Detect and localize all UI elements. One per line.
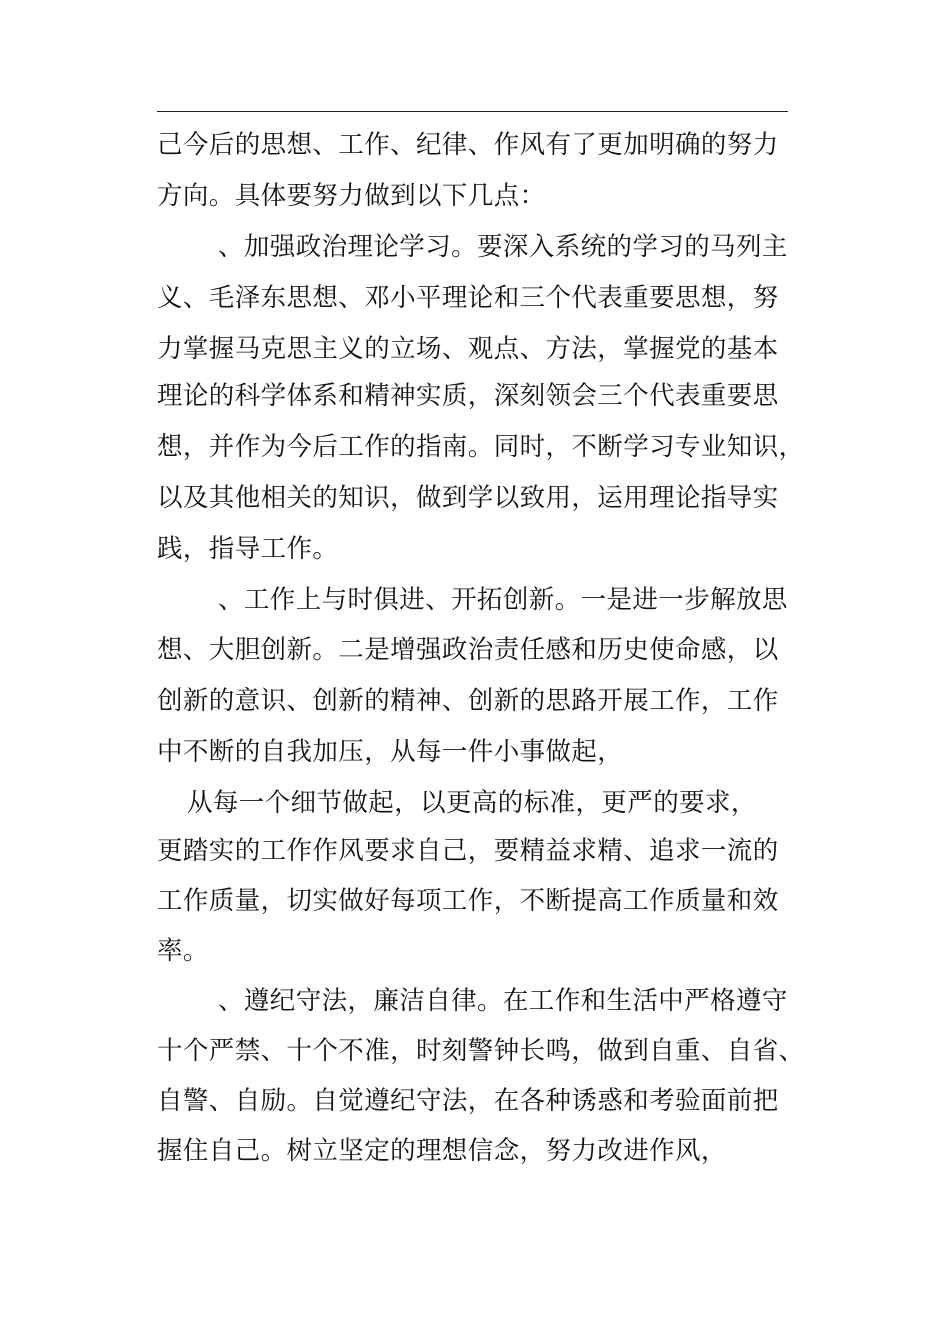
text-line-6: 理论的科学体系和精神实质，深刻领会三个代表重要思 (157, 381, 779, 411)
text-line-4: 义、毛泽东思想、邓小平理论和三个代表重要思想，努 (157, 283, 779, 313)
text-line-8: 以及其他相关的知识，做到学以致用，运用理论指导实 (157, 483, 779, 513)
text-line-2: 方向。具体要努力做到以下几点： (157, 181, 546, 211)
text-line-10: 、工作上与时俱进、开拓创新。一是进一步解放思 (218, 585, 788, 615)
text-line-7: 想，并作为今后工作的指南。同时，不断学习专业知识， (157, 432, 805, 462)
text-line-15: 更踏实的工作作风要求自己，要精益求精、追求一流的 (157, 836, 779, 866)
text-line-9: 践，指导工作。 (157, 534, 339, 564)
text-line-3: 、加强政治理论学习。要深入系统的学习的马列主 (218, 232, 788, 262)
text-line-11: 想、大胆创新。二是增强政治责任感和历史使命感，以 (157, 635, 779, 665)
header-rule (157, 111, 788, 112)
text-line-5: 力掌握马克思主义的立场、观点、方法，掌握党的基本 (157, 334, 779, 364)
text-line-13: 中不断的自我加压，从每一件小事做起， (157, 737, 624, 767)
text-line-1: 己今后的思想、工作、纪律、作风有了更加明确的努力 (157, 130, 779, 160)
text-line-14: 从每一个细节做起，以更高的标准，更严的要求， (187, 788, 757, 818)
text-line-21: 握住自己。树立坚定的理想信念，努力改进作风， (157, 1136, 727, 1166)
text-line-17: 率。 (157, 936, 209, 966)
text-line-18: 、遵纪守法，廉洁自律。在工作和生活中严格遵守 (218, 986, 788, 1016)
text-line-19: 十个严禁、十个不准，时刻警钟长鸣，做到自重、自省、 (157, 1036, 805, 1066)
text-line-16: 工作质量，切实做好每项工作，不断提高工作质量和效 (157, 886, 779, 916)
text-line-12: 创新的意识、创新的精神、创新的思路开展工作，工作 (157, 686, 779, 716)
text-line-20: 自警、自励。自觉遵纪守法，在各种诱惑和考验面前把 (157, 1086, 779, 1116)
